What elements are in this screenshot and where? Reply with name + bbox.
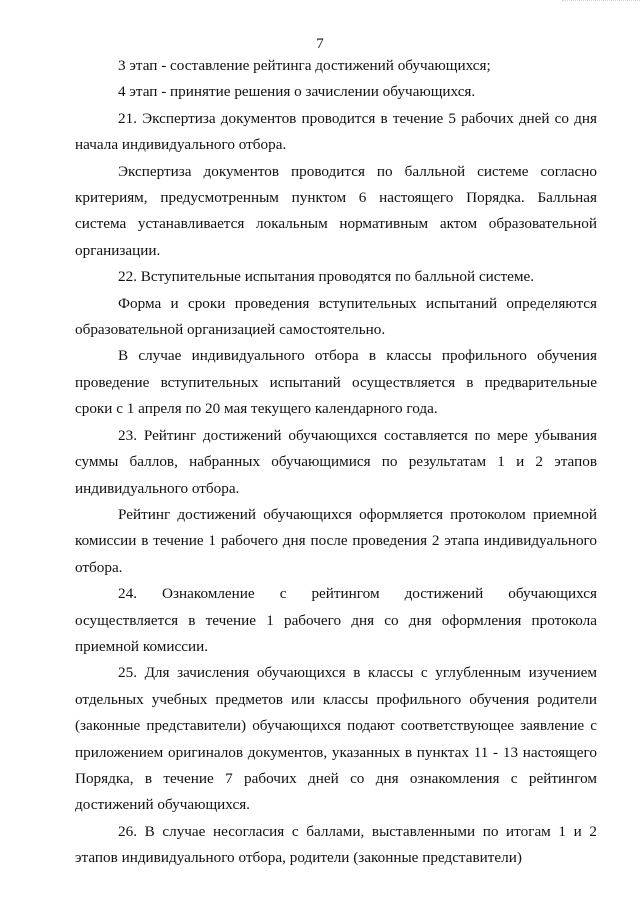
document-body <box>75 53 597 872</box>
paragraph-22: 22. Вступительные испытания проводятся по балльной системе. <box>118 268 535 286</box>
scan-edge-mark <box>562 0 640 9</box>
paragraph-24: 24. Ознакомление с рейтингом достижений обучающихся осуществляется в течение 1 рабочего дня со дня оформления протокола приемной комиссии. <box>75 585 597 655</box>
paragraph-21-expertise: Экспертиза документов проводится по балльной системе согласно критериям, предусмотренным пунктом 6 настоящего Порядка. Балльная система устанавливается локальным нормативным актом образовательной организации. <box>75 162 597 259</box>
paragraph-stage-3: 3 этап - составление рейтинга достижений обучающихся; <box>118 57 491 74</box>
paragraph-26: 26. В случае несогласия с баллами, выставленными по итогам 1 и 2 этапов индивидуального отбора, родители (законные представители) <box>75 822 597 867</box>
paragraph-stage-4: 4 этап - принятие решения о зачислении обучающихся. <box>118 83 476 101</box>
paragraph-21: 21. Экспертиза документов проводится в течение 5 рабочих дней со дня начала индивидуального отбора. <box>75 109 597 154</box>
paragraph-22-profile: В случае индивидуального отбора в классы профильного обучения проведение вступительных испытаний осуществляется в предварительные сроки с 1 апреля по 20 мая текущего календарного года. <box>75 347 597 418</box>
paragraph-25: 25. Для зачисления обучающихся в классы с углубленным изучением отдельных учебных предметов или классы профильного обучения родители (законные представители) обучающихся подают соответствующее заявление с приложением оригиналов документов, указанных в пунктах 11 - 13 настоящего Порядка, в течение 7 рабочих дней со дня ознакомления с рейтингом достижений обучающихся. <box>75 664 597 814</box>
paragraph-23: 23. Рейтинг достижений обучающихся составляется по мере убывания суммы баллов, набранных обучающимися по результатам 1 и 2 этапов индивидуального отбора. <box>75 426 597 497</box>
paragraph-23-protocol: Рейтинг достижений обучающихся оформляется протоколом приемной комиссии в течение 1 рабочего дня после проведения 2 этапа индивидуального отбора. <box>75 505 597 576</box>
paragraph-22-form: Форма и сроки проведения вступительных испытаний определяются образовательной организацией самостоятельно. <box>75 294 597 339</box>
page-number: 7 <box>316 36 324 52</box>
